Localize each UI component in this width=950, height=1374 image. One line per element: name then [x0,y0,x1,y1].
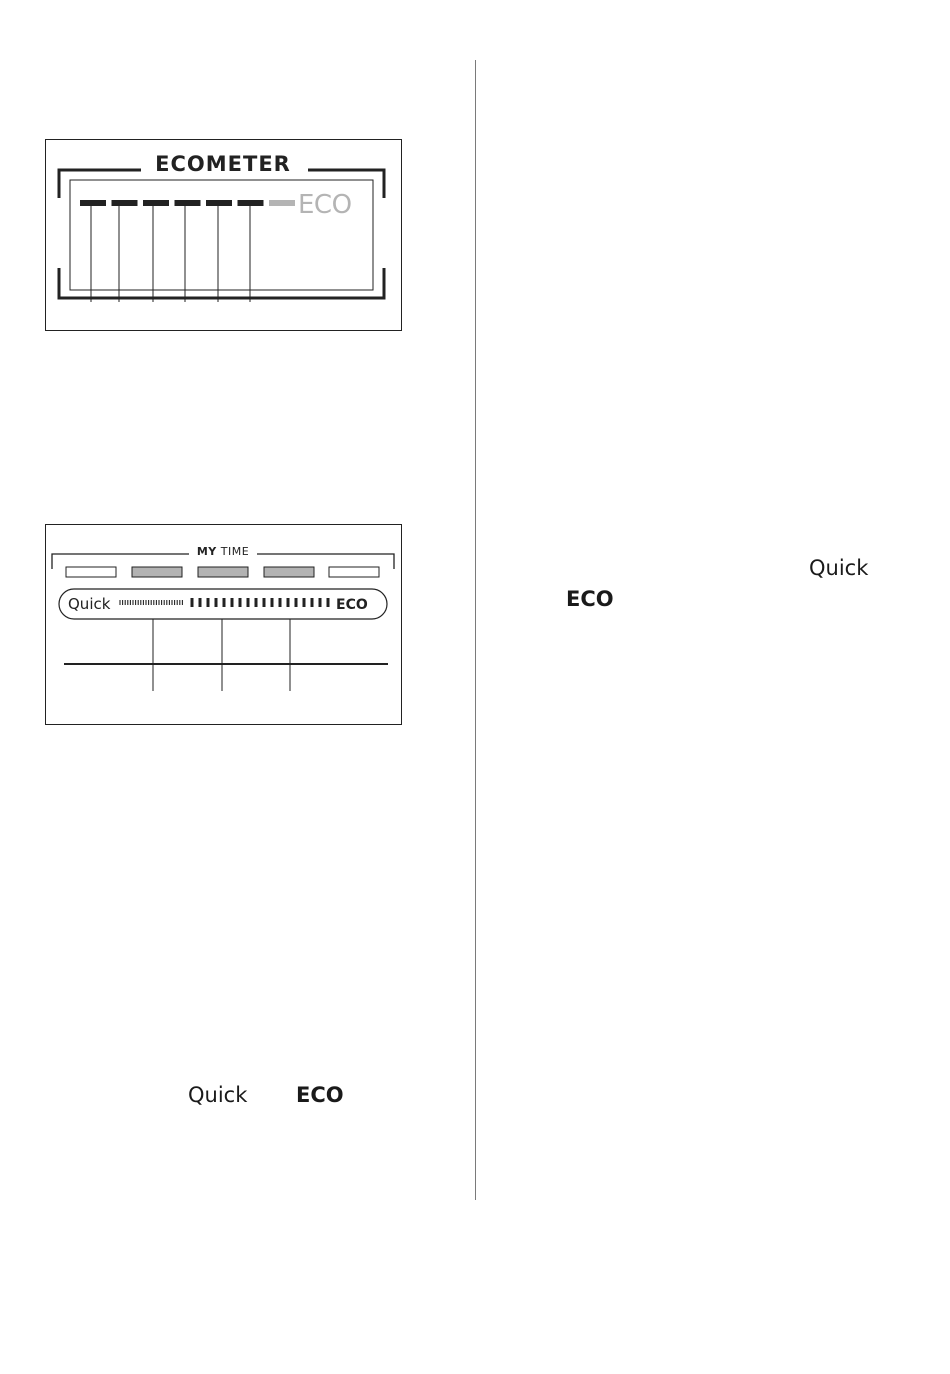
mytime-tick-scale [120,598,328,607]
ecometer-segment [112,200,138,206]
mytime-indicators [66,567,379,577]
mytime-title [197,545,249,558]
column-divider [475,60,476,1200]
ecometer-segment [206,200,232,206]
mytime-indicator-empty [66,567,116,577]
ecometer-segment [238,200,264,206]
ecometer-segment [269,200,295,206]
ecometer-diagram [46,140,403,332]
ecometer-segment [143,200,169,206]
ecometer-outer-frame-top-left [59,170,141,198]
mytime-figure [45,524,402,725]
mytime-indicator-filled [132,567,182,577]
ecometer-figure [45,139,402,331]
mytime-indicator-empty [329,567,379,577]
ecometer-eco-label: ECO [298,190,352,220]
right-quick-word: Quick [809,556,869,580]
mytime-quick-label: Quick [68,595,111,613]
right-eco-word: ECO [566,587,614,611]
left-quick-word: Quick [188,1083,248,1107]
ecometer-outer-frame-bottom [59,268,384,298]
mytime-indicator-filled [198,567,248,577]
mytime-eco-label: ECO [336,597,368,613]
ecometer-segment [80,200,106,206]
mytime-title-time: TIME [220,545,250,558]
mytime-indicator-filled [264,567,314,577]
mytime-diagram [46,525,403,726]
left-eco-word: ECO [296,1083,344,1107]
ecometer-title: ECOMETER [155,152,291,176]
mytime-title-my: MY [196,545,217,558]
ecometer-segment [175,200,201,206]
ecometer-segments [80,200,295,302]
